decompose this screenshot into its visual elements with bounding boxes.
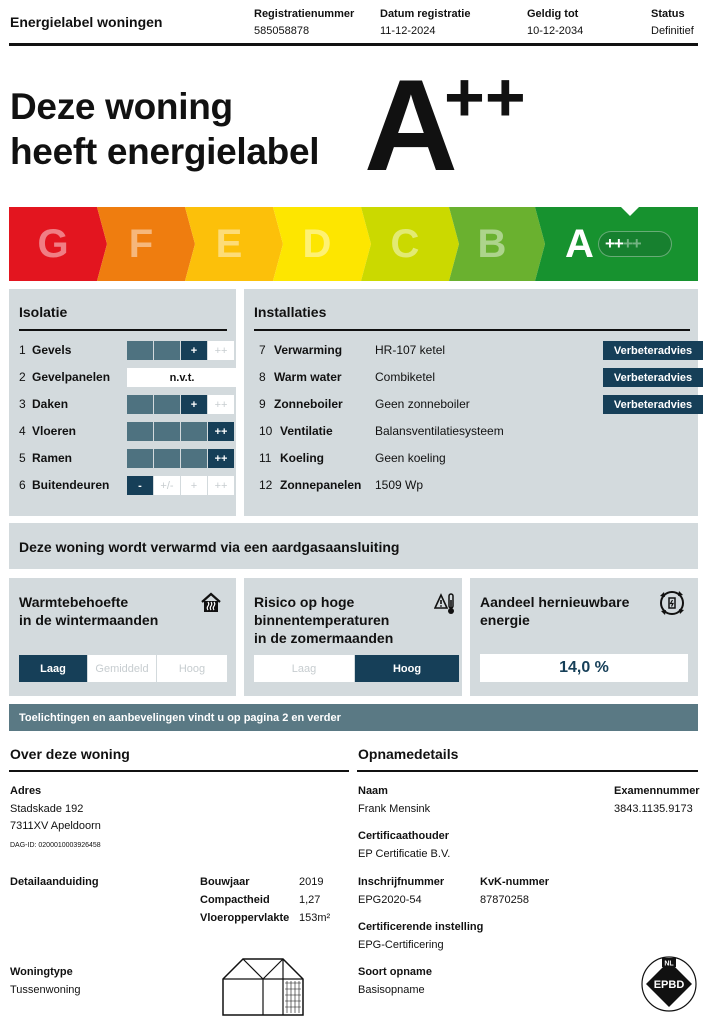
woningtype-value: Tussenwoning — [10, 984, 81, 996]
isolatie-rating-cell — [127, 395, 153, 414]
soort-value: Basisopname — [358, 984, 425, 996]
installaties-divider — [254, 329, 690, 331]
isolatie-row-name: Vloeren — [32, 424, 77, 438]
scale-letter-g: G — [37, 221, 69, 266]
installatie-row-name: Warm water — [274, 370, 342, 384]
gas-connection-text: Deze woning wordt verwarmd via een aardgasaansluiting — [19, 539, 400, 555]
dag-id: DAG-ID: 0200010003926458 — [10, 842, 101, 849]
toelichting-note: Toelichtingen en aanbevelingen vindt u op pagina 2 en verder — [9, 704, 698, 731]
isolatie-rating-cells — [127, 422, 234, 441]
installatie-row-number: 7 — [259, 343, 266, 357]
isolatie-rating-cell: + — [181, 341, 207, 360]
installatie-row-name: Koeling — [280, 451, 324, 465]
verbeteradvies-button[interactable]: Verbeteradvies — [603, 341, 703, 360]
adres-line-1: Stadskade 192 — [10, 803, 84, 815]
isolatie-row-number: 1 — [19, 343, 26, 357]
warmtebehoefte-title-line-2: in de wintermaanden — [19, 612, 159, 628]
isolatie-row-gevelpanelen — [19, 368, 229, 388]
isolatie-rating-cell — [127, 341, 153, 360]
isolatie-rating-cells — [127, 476, 234, 495]
isolatie-row-number: 6 — [19, 478, 26, 492]
installatie-row-name: Verwarming — [274, 343, 343, 357]
compactheid-value: 1,27 — [299, 894, 321, 906]
datum-block — [380, 8, 470, 37]
risico-scale — [254, 655, 460, 682]
isolatie-row-daken — [19, 395, 229, 415]
installatie-row-name: Zonnepanelen — [280, 478, 362, 492]
installatie-row-number: 8 — [259, 370, 266, 384]
instelling-value: EPG-Certificering — [358, 939, 444, 951]
isolatie-rating-cell — [154, 449, 180, 468]
warmte-option-laag: Laag — [19, 655, 87, 682]
hernieuwbare-title — [480, 593, 629, 629]
registratienummer-value: 585058878 — [254, 25, 310, 37]
inschrijfnummer-label: Inschrijfnummer — [358, 876, 445, 888]
installaties-panel — [244, 289, 698, 516]
examennummer-value: 3843.1135.9173 — [614, 803, 693, 815]
isolatie-rating-cell — [154, 341, 180, 360]
isolatie-rating-cell — [154, 422, 180, 441]
datum-value: 11-12-2024 — [380, 25, 436, 37]
hero-line-2: heeft energielabel — [10, 131, 320, 172]
risico-title — [254, 593, 393, 647]
isolatie-rating-cell: ++ — [208, 341, 234, 360]
isolatie-row-name: Ramen — [32, 451, 73, 465]
isolatie-rating-cell: ++ — [208, 449, 234, 468]
isolatie-row-name: Gevels — [32, 343, 72, 357]
installatie-row-value: 1509 Wp — [375, 478, 424, 492]
epbd-logo — [640, 955, 698, 1013]
bouwjaar-value: 2019 — [299, 876, 324, 888]
risico-title-line-2: binnentemperaturen — [254, 612, 390, 628]
isolatie-rating-cell: - — [127, 476, 153, 495]
scale-indicator-notch — [620, 206, 640, 216]
scale-letter-d: D — [302, 221, 332, 266]
certificaathouder-label: Certificaathouder — [358, 830, 450, 842]
house-heat-icon — [200, 592, 222, 614]
opname-divider — [357, 770, 698, 772]
installatie-row-zonnepanelen — [259, 478, 689, 496]
isolatie-row-number: 5 — [19, 451, 26, 465]
scale-letter-a-active — [535, 207, 698, 281]
verbeteradvies-button[interactable]: Verbeteradvies — [603, 395, 703, 414]
isolatie-rating-cell: ++ — [208, 476, 234, 495]
hero-energy-label-plus: ++ — [444, 58, 526, 136]
hernieuwbare-title-line-1: Aandeel hernieuwbare — [480, 594, 630, 610]
installatie-row-koeling — [259, 451, 689, 469]
svg-text:EPBD: EPBD — [653, 979, 685, 991]
installatie-row-value: Combiketel — [375, 370, 436, 384]
hero-title — [10, 84, 319, 174]
isolatie-row-vloeren — [19, 422, 229, 442]
vloer-value: 153m² — [299, 912, 331, 924]
status-value: Definitief — [651, 25, 694, 37]
isolatie-rating-cell — [181, 449, 207, 468]
installatie-row-number: 9 — [259, 397, 266, 411]
isolatie-rating-cell: +/- — [154, 476, 180, 495]
risico-title-line-1: Risico op hoge — [254, 594, 355, 610]
risico-title-line-3: in de zomermaanden — [254, 630, 394, 646]
installatie-row-value: HR-107 ketel — [375, 343, 446, 357]
isolatie-rating-cell: + — [181, 476, 207, 495]
warmte-option-hoog: Hoog — [157, 655, 227, 682]
warmtebehoefte-card — [9, 578, 236, 696]
status-label: Status — [651, 8, 685, 20]
installatie-row-number: 11 — [259, 451, 272, 465]
isolatie-rating-cell: ++ — [208, 422, 234, 441]
woning-section-title: Over deze woning — [10, 746, 130, 762]
isolatie-rating-cell: ++ — [208, 395, 234, 414]
isolatie-title: Isolatie — [19, 304, 68, 320]
isolatie-rating-cells — [127, 449, 234, 468]
instelling-label: Certificerende instelling — [358, 921, 484, 933]
isolatie-row-number: 4 — [19, 424, 26, 438]
scale-letter-f: F — [128, 221, 154, 266]
detail-label: Detailaanduiding — [10, 876, 99, 888]
warmte-option-gemiddeld: Gemiddeld — [88, 655, 156, 682]
examennummer-label: Examennummer — [614, 785, 700, 797]
isolatie-rating-cell — [181, 422, 207, 441]
isolatie-row-number: 3 — [19, 397, 26, 411]
risico-option-laag: Laag — [254, 655, 354, 682]
installatie-row-number: 12 — [259, 478, 273, 492]
bouwjaar-label: Bouwjaar — [200, 876, 250, 888]
isolatie-rating-cells — [127, 395, 234, 414]
woning-divider — [9, 770, 349, 772]
hernieuwbare-title-line-2: energie — [480, 612, 530, 628]
hernieuwbare-value: 14,0 % — [480, 654, 688, 682]
isolatie-rating-cells — [127, 341, 234, 360]
inschrijfnummer-value: EPG2020-54 — [358, 894, 422, 906]
isolatie-row-number: 2 — [19, 370, 26, 384]
installatie-row-value: Geen koeling — [375, 451, 446, 465]
scale-letter-c: C — [390, 221, 420, 266]
isolatie-row-name: Daken — [32, 397, 69, 411]
scale-inactive-plus: ++ — [622, 234, 641, 253]
hero-line-1: Deze woning — [10, 86, 233, 127]
verbeteradvies-button[interactable]: Verbeteradvies — [603, 368, 703, 387]
installatie-row-ventilatie — [259, 424, 689, 442]
isolatie-rating-cells — [127, 368, 237, 387]
kvk-label: KvK-nummer — [480, 876, 550, 888]
opname-section-title: Opnamedetails — [358, 746, 459, 762]
naam-label: Naam — [358, 785, 388, 797]
svg-text:NL: NL — [664, 960, 674, 968]
installatie-row-name: Ventilatie — [280, 424, 333, 438]
adres-line-2: 7311XV Apeldoorn — [10, 820, 101, 832]
registratienummer-block — [254, 8, 354, 37]
status-block — [651, 8, 694, 37]
datum-label: Datum registratie — [380, 8, 471, 20]
installatie-row-name: Zonneboiler — [274, 397, 343, 411]
naam-value: Frank Mensink — [358, 803, 431, 815]
isolatie-rating-cell: + — [181, 395, 207, 414]
vloer-label: Vloeroppervlakte — [200, 912, 290, 924]
installatie-row-warm-water — [259, 370, 693, 388]
installatie-row-number: 10 — [259, 424, 273, 438]
installatie-row-value: Balansventilatiesysteem — [375, 424, 504, 438]
terraced-house-icon — [219, 955, 309, 1017]
isolatie-rating-cell — [127, 422, 153, 441]
installaties-title: Installaties — [254, 304, 327, 320]
risico-card — [244, 578, 462, 696]
adres-label: Adres — [10, 785, 42, 797]
isolatie-divider — [19, 329, 227, 331]
header-divider — [9, 43, 698, 46]
installatie-row-verwarming — [259, 343, 693, 361]
scale-letter-e: E — [215, 221, 243, 266]
compactheid-label: Compactheid — [200, 894, 270, 906]
document-title: Energielabel woningen — [10, 14, 163, 30]
energy-scale — [9, 207, 698, 281]
soort-label: Soort opname — [358, 966, 432, 978]
geldig-value: 10-12-2034 — [527, 25, 584, 37]
isolatie-rating-value: n.v.t. — [127, 368, 237, 387]
scale-plus-pill — [598, 231, 672, 257]
geldig-label: Geldig tot — [527, 8, 579, 20]
isolatie-row-name: Gevelpanelen — [32, 370, 111, 384]
warmtebehoefte-title — [19, 593, 158, 629]
warmtebehoefte-title-line-1: Warmtebehoefte — [19, 594, 129, 610]
isolatie-row-name: Buitendeuren — [32, 478, 110, 492]
isolatie-rating-cell — [127, 449, 153, 468]
woningtype-label: Woningtype — [10, 966, 73, 978]
installatie-row-zonneboiler — [259, 397, 693, 415]
isolatie-row-gevels — [19, 341, 229, 361]
warning-thermometer-icon — [434, 592, 456, 616]
warmtebehoefte-scale — [19, 655, 228, 682]
isolatie-rating-cell — [154, 395, 180, 414]
scale-letter-b: B — [477, 221, 507, 266]
risico-option-hoog: Hoog — [355, 655, 459, 682]
registratienummer-label: Registratienummer — [254, 8, 355, 20]
renewable-cycle-icon — [658, 589, 686, 617]
isolatie-row-ramen — [19, 449, 229, 469]
scale-active-plus: ++ — [605, 234, 623, 253]
kvk-value: 87870258 — [480, 894, 529, 906]
isolatie-panel — [9, 289, 236, 516]
isolatie-row-buitendeuren — [19, 476, 229, 496]
geldig-block — [527, 8, 583, 37]
hero-energy-label: A — [364, 52, 455, 198]
scale-active-letter: A — [565, 221, 594, 266]
installatie-row-value: Geen zonneboiler — [375, 397, 470, 411]
certificaathouder-value: EP Certificatie B.V. — [358, 848, 451, 860]
